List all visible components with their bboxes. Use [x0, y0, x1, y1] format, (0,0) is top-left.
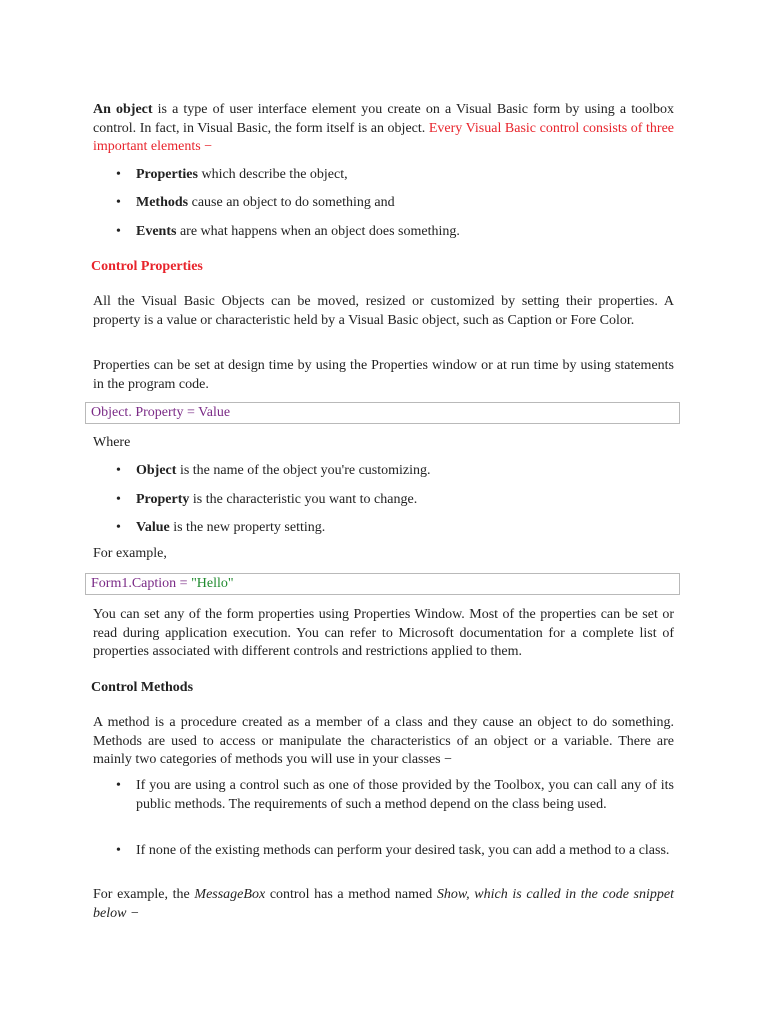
list-item-term: Value: [136, 520, 170, 535]
for-example-label: For example,: [93, 546, 167, 561]
methods-example-paragraph: [93, 886, 674, 923]
list-item-method-category-1: [116, 777, 674, 814]
bullet-icon: •: [116, 167, 121, 182]
intro-paragraph: [93, 101, 674, 157]
code-text-lhs: Form1.Caption =: [91, 576, 192, 591]
list-item-text: which describe the object,: [197, 167, 348, 182]
list-item-method-category-2: [116, 842, 674, 861]
properties-paragraph-1: All the Visual Basic Objects can be moved, resized or customized by setting their properties. A property is a value or characteristic held by a Visual Basic object, such as Caption or Fore Color.: [93, 294, 674, 328]
list-item-text: is the name of the object you're customizing.: [176, 463, 431, 478]
list-item-value: [116, 519, 674, 538]
list-item-text: cause an object to do something and: [188, 195, 395, 210]
list-item-properties: [116, 166, 674, 185]
properties-paragraph-2: Properties can be set at design time by using the Properties window or at run time by using statements in the program code.: [93, 358, 674, 392]
list-item-term: Properties: [136, 167, 198, 182]
list-item-methods: [116, 194, 674, 213]
list-item-term: Events: [136, 224, 177, 239]
example-text: control has a method named: [265, 887, 437, 902]
example-method-name: Show, which is called in the code snippet below −: [93, 887, 674, 921]
intro-highlight: Every Visual Basic control consists of three important elements −: [93, 120, 674, 154]
bullet-icon: •: [116, 195, 121, 210]
bullet-icon: •: [116, 224, 121, 239]
intro-term: An object: [93, 102, 153, 117]
list-item-object: [116, 462, 674, 481]
list-item-text: is the characteristic you want to change.: [189, 492, 418, 507]
list-item-property: [116, 491, 674, 510]
list-item-text: If none of the existing methods can perform your desired task, you can add a method to a class.: [136, 843, 670, 858]
control-properties-heading: Control Properties: [91, 259, 203, 274]
code-string-literal: "Hello": [191, 576, 234, 591]
list-item-text: is the new property setting.: [169, 520, 326, 535]
intro-text: is a type of user interface element you create on a Visual Basic form by using a toolbox control. In fact, in Visual Basic, the form itself is an object.: [93, 102, 675, 136]
list-item-term: Object: [136, 463, 177, 478]
example-text: For example, the: [93, 887, 195, 902]
code-block-syntax: [85, 402, 680, 424]
methods-paragraph-1: A method is a procedure created as a member of a class and they cause an object to do something. Methods are used to access or manipulate the characteristics of an object or a variable. There are mainly two categories of methods you will use in your classes −: [93, 715, 674, 767]
list-item-term: Methods: [136, 195, 189, 210]
list-item-text: If you are using a control such as one of those provided by the Toolbox, you can call any of its public methods. The requirements of such a method depend on the class being used.: [136, 778, 674, 812]
properties-paragraph-3: You can set any of the form properties using Properties Window. Most of the properties can be set or read during application execution. You can refer to Microsoft documentation for a complete list of properties associated with different controls and restrictions applied to them.: [93, 607, 674, 659]
bullet-icon: •: [116, 843, 121, 858]
bullet-icon: •: [116, 463, 121, 478]
bullet-icon: •: [116, 492, 121, 507]
bullet-icon: •: [116, 778, 121, 793]
bullet-icon: •: [116, 520, 121, 535]
example-class-name: MessageBox: [194, 887, 266, 902]
list-item-text: are what happens when an object does something.: [176, 224, 460, 239]
list-item-term: Property: [136, 492, 190, 507]
list-item-events: [116, 223, 674, 242]
code-text: Object. Property = Value: [91, 405, 231, 420]
code-block-example: [85, 573, 680, 595]
control-methods-heading: Control Methods: [91, 680, 194, 695]
where-label: Where: [93, 435, 131, 450]
